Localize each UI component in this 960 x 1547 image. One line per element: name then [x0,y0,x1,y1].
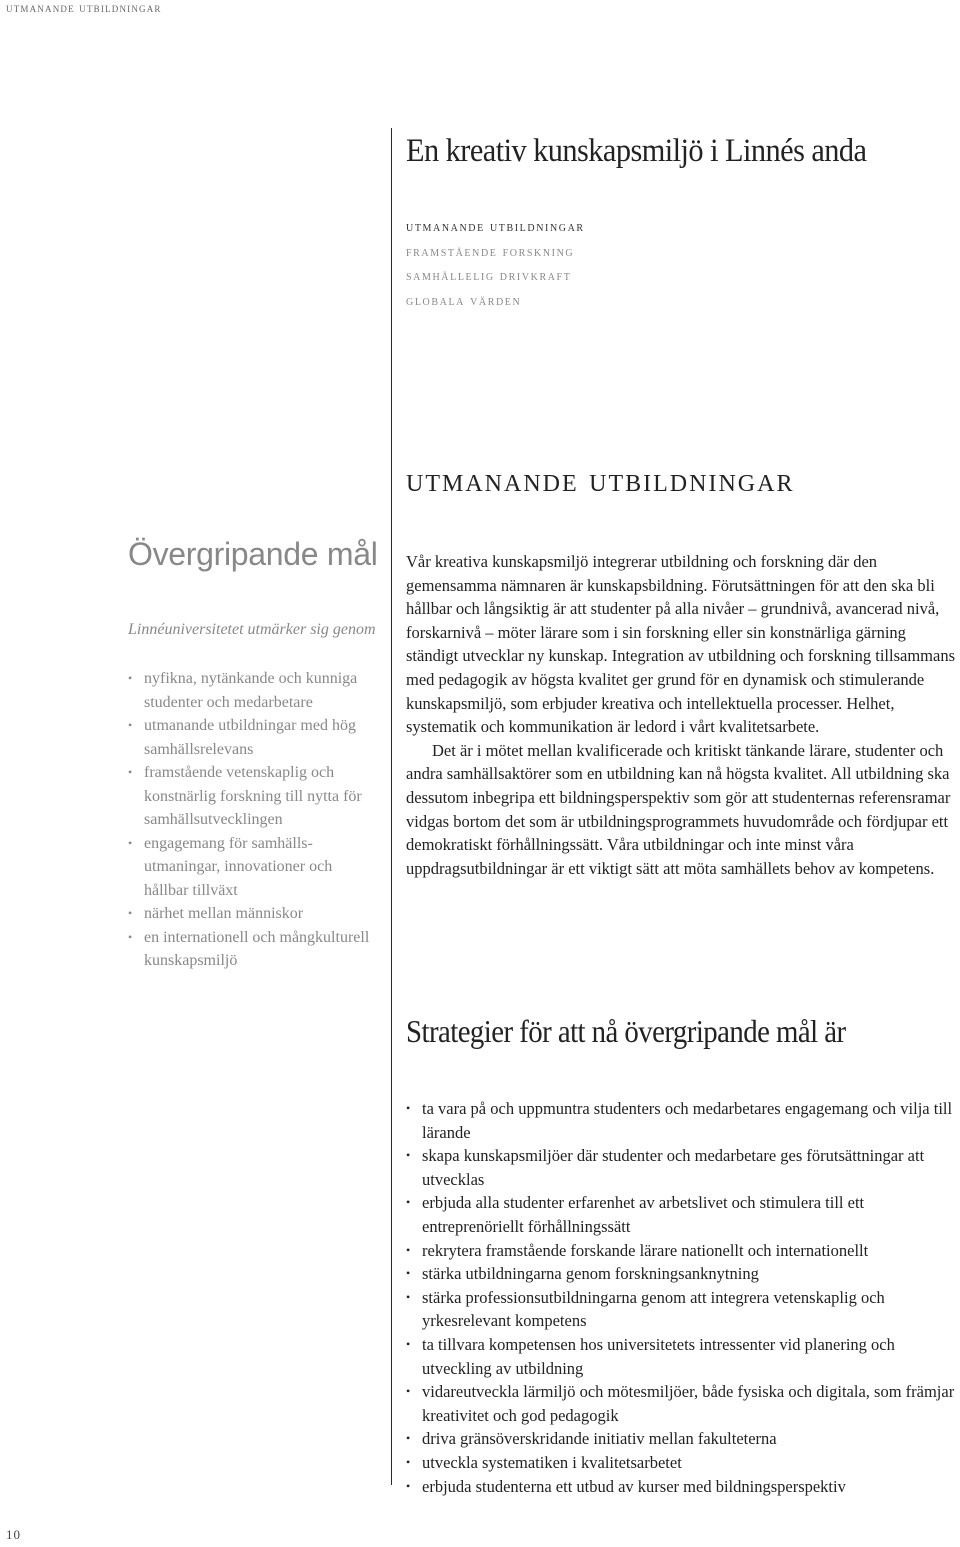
section-heading: utmanande utbildningar [406,462,795,499]
strategy-item: • stärka professionsutbildningarna genom att integrera vetenskaplig och yrkesrelevant kompetens [406,1286,958,1333]
strategy-item: • erbjuda studenterna ett utbud av kurser med bildningsperspektiv [406,1475,958,1499]
strategy-item: • rekrytera framstående forskande lärare nationellt och internationellt [406,1239,958,1263]
running-header: utmanande utbildningar [6,0,162,15]
goal-item: • utmanande utbildningar med hög samhällsrelevans [128,714,378,761]
strategy-item: • ta vara på och uppmuntra studenters och medarbetares engagemang och vilja till lärande [406,1097,958,1144]
strategy-item: • utveckla systematiken i kvalitetsarbetet [406,1451,958,1475]
body-text [406,550,958,880]
strategy-list [406,1097,958,1498]
goal-item: • närhet mellan människor [128,902,378,926]
sidebar-title: Övergripande mål [128,536,378,572]
strategy-title: Strategier för att nå övergripande mål är [406,1013,846,1049]
page-title: En kreativ kunskapsmiljö i Linnés anda [406,133,867,169]
body-paragraph: Det är i mötet mellan kvalificerade och kritiskt tänkande lärare, studenter och andra samhällsaktörer som en utbildning kan nå högsta kvalitet. All utbildning ska dessutom inbegripa ett bildningsperspektiv som gör att studenternas referensramar vidgas bortom det som är utbildningsprogrammets huvudområde och fördjupar ett demokratiskt förhållningssätt. Våra utbildningar och inte minst våra uppdragsutbildningar är ett viktigt sätt att möta samhällets behov av kompetens. [406,740,951,878]
theme-list [406,216,585,314]
page-number: 10 [6,1527,21,1542]
strategy-item: • erbjuda alla studenter erfarenhet av arbetslivet och stimulera till ett entreprenöriellt förhållningssätt [406,1191,958,1238]
body-paragraph: Vår kreativa kunskapsmiljö integrerar utbildning och forskning där den gemensamma nämnaren är kunskapsbildning. Förutsättningen för att den ska bli hållbar och långsiktig är att studenter på alla nivåer – grundnivå, avancerad nivå, forskarnivå – möter lärare som i sin forskning eller sin konstnärliga gärning ständigt utvecklar ny kunskap. Integration av utbildning och forskning tillsammans med pedagogik av högsta kvalitet ger grund för en dynamisk och stimulerande kunskapsmiljö, som erbjuder kreativa och intellektuella processer. Helhet, systematik och kommunikation är ledord i vårt kvalitetsarbete. [406,552,955,737]
theme-item: utmanande utbildningar [406,220,585,235]
goal-item: • en internationell och mångkulturell kunskapsmiljö [128,926,378,973]
strategy-item: • vidareutveckla lärmiljö och mötesmiljöer, både fysiska och digitala, som främjar kreativitet och god pedagogik [406,1380,958,1427]
theme-item: globala värden [406,293,522,309]
goal-item: • framstående vetenskaplig och konstnärlig forskning till nytta för samhällsutvecklingen [128,761,378,832]
theme-item: framstående forskning [406,244,575,260]
strategy-item: • skapa kunskapsmiljöer där studenter och medarbetare ges förutsättningar att utvecklas [406,1144,958,1191]
strategy-item: • driva gränsöverskridande initiativ mellan fakulteterna [406,1427,958,1451]
sidebar-goal-list [128,667,378,973]
theme-item: samhällelig drivkraft [406,269,572,284]
strategy-item: • stärka utbildningarna genom forskningsanknytning [406,1262,958,1286]
column-divider [391,128,392,1485]
goal-item: • nyfikna, nytänkande och kunniga studenter och medarbetare [128,667,378,714]
strategy-item: • ta tillvara kompetensen hos universitetets intressenter vid planering och utveckling av utbildning [406,1333,958,1380]
sidebar-intro: Linnéuniversitetet utmärker sig genom [128,621,376,638]
goal-item: • engagemang för samhälls-utmaningar, innovationer och hållbar tillväxt [128,832,378,903]
